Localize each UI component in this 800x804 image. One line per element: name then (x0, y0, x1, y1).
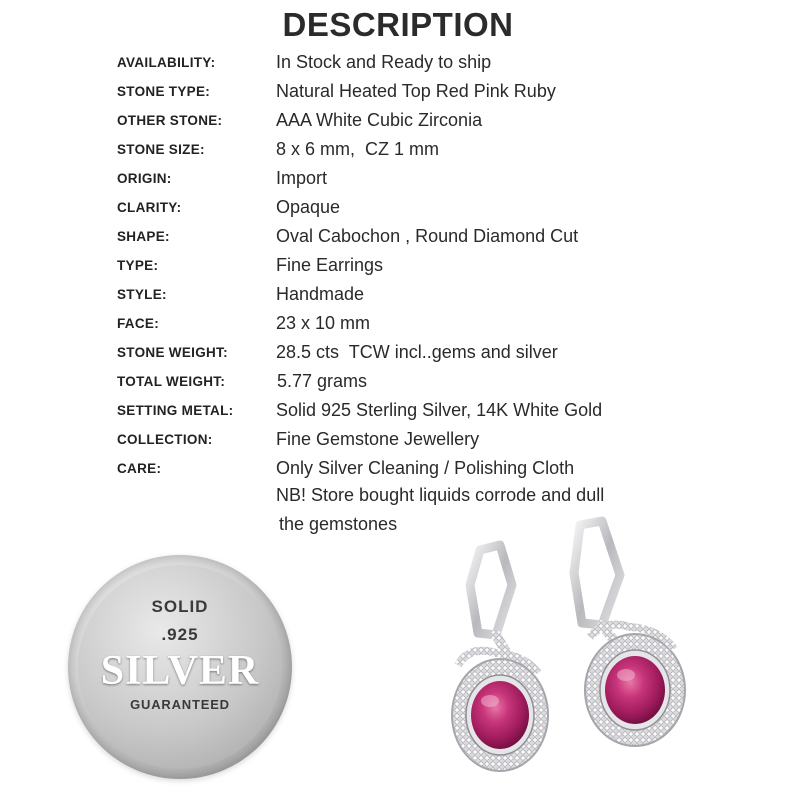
care-note-line-1: NB! Store bought liquids corrode and dull (276, 485, 605, 505)
seal-purity-text: .925 (161, 625, 199, 644)
spec-label: STYLE: (117, 287, 167, 302)
spec-value: Oval Cabochon , Round Diamond Cut (276, 226, 579, 246)
spec-row-stone-weight (0, 340, 800, 369)
spec-row-style (0, 282, 800, 311)
spec-label: OTHER STONE: (117, 113, 223, 128)
spec-row-collection (0, 427, 800, 456)
page-title-text: DESCRIPTION (282, 6, 514, 43)
page-title (0, 6, 800, 44)
spec-value: 28.5 cts TCW incl..gems and silver (276, 342, 558, 362)
silver-guarantee-seal (68, 555, 292, 779)
spec-row-type (0, 253, 800, 282)
spec-label: ORIGIN: (117, 171, 172, 186)
spec-label: FACE: (117, 316, 159, 331)
spec-label: TYPE: (117, 258, 159, 273)
spec-value: 8 x 6 mm, CZ 1 mm (276, 139, 440, 159)
spec-row-shape (0, 224, 800, 253)
spec-value: Natural Heated Top Red Pink Ruby (276, 81, 556, 101)
spec-row-total-weight (0, 369, 800, 398)
spec-label: STONE SIZE: (117, 142, 205, 157)
spec-row-origin (0, 166, 800, 195)
spec-label: CLARITY: (117, 200, 182, 215)
spec-row-availability (0, 50, 800, 79)
seal-guarantee-text: GUARANTEED (130, 697, 230, 712)
spec-value: AAA White Cubic Zirconia (276, 110, 483, 130)
spec-label: STONE TYPE: (117, 84, 211, 99)
ruby-earrings-image (430, 515, 720, 799)
seal-metal-text: SILVER (100, 648, 260, 694)
spec-value: Import (276, 168, 328, 188)
care-note-line-2: the gemstones (279, 514, 398, 534)
spec-value: Handmade (276, 284, 365, 304)
spec-row-setting-metal (0, 398, 800, 427)
ruby-earrings-svg (430, 515, 720, 799)
spec-label: SHAPE: (117, 229, 170, 244)
spec-value: Fine Earrings (276, 255, 384, 275)
spec-row-other-stone (0, 108, 800, 137)
right-earring (574, 521, 685, 746)
spec-value: In Stock and Ready to ship (276, 52, 492, 72)
spec-label: STONE WEIGHT: (117, 345, 228, 360)
spec-label: SETTING METAL: (117, 403, 234, 418)
spec-label: TOTAL WEIGHT: (117, 374, 226, 389)
spec-row-care (0, 456, 800, 485)
spec-row-face (0, 311, 800, 340)
spec-value: 23 x 10 mm (276, 313, 371, 333)
spec-label: COLLECTION: (117, 432, 213, 447)
left-earring (452, 545, 548, 771)
spec-label: AVAILABILITY: (117, 55, 216, 70)
spec-value: Only Silver Cleaning / Polishing Cloth (276, 458, 575, 478)
spec-value: Fine Gemstone Jewellery (276, 429, 480, 449)
seal-solid-text: SOLID (151, 597, 209, 616)
spec-row-stone-size (0, 137, 800, 166)
spec-row-stone-type (0, 79, 800, 108)
spec-label: CARE: (117, 461, 162, 476)
spec-value: Solid 925 Sterling Silver, 14K White Gold (276, 400, 603, 420)
spec-row-clarity (0, 195, 800, 224)
spec-value: Opaque (276, 197, 341, 217)
spec-value: 5.77 grams (277, 371, 368, 391)
